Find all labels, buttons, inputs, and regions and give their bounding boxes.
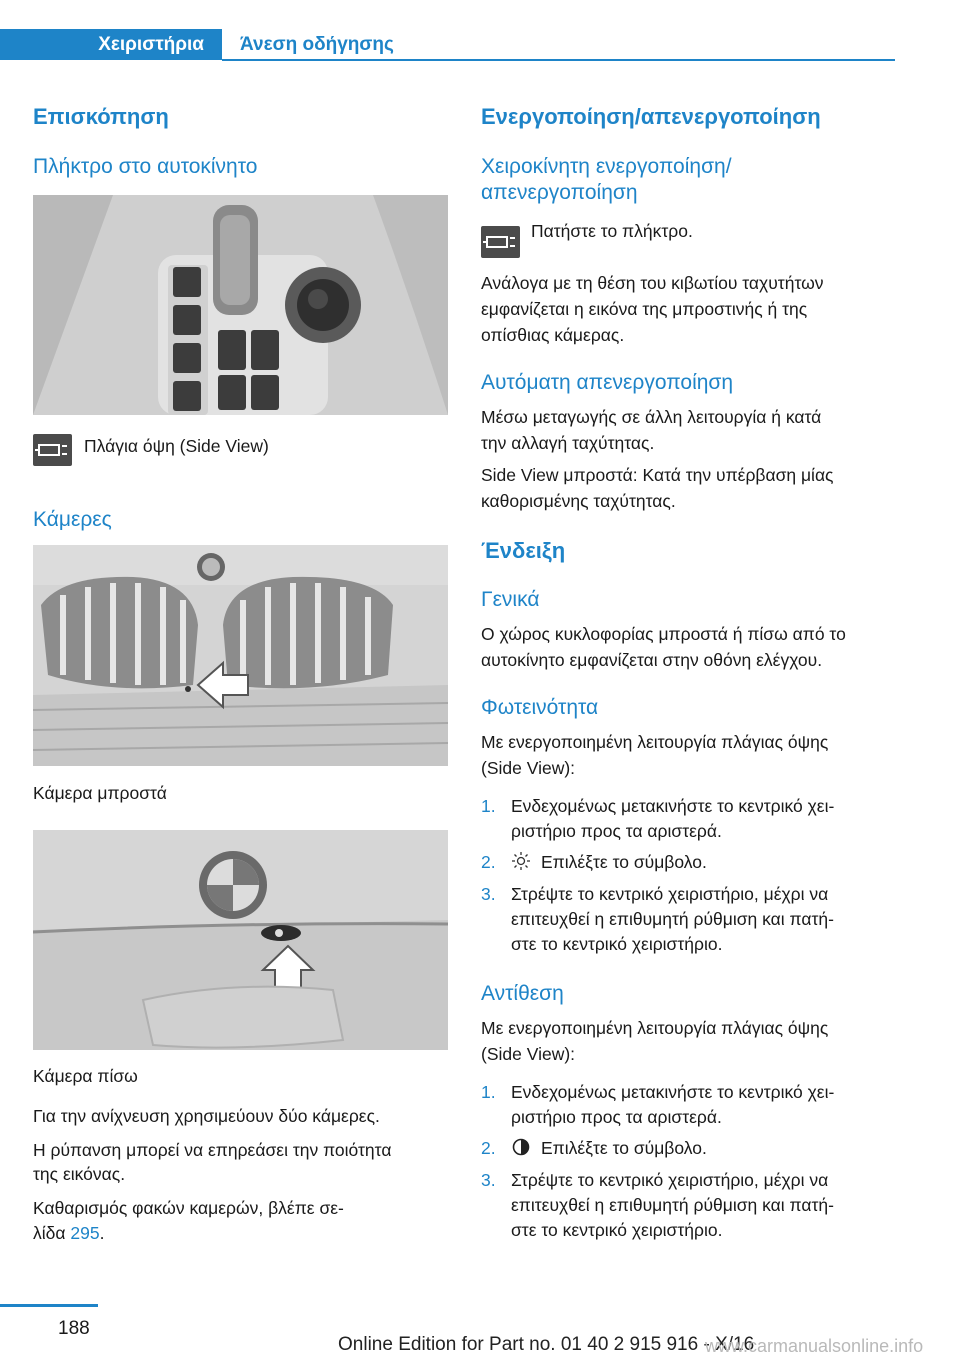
list-number: 2. xyxy=(481,1138,496,1158)
list-item xyxy=(481,850,707,875)
heading-general: Γενικά xyxy=(481,588,540,611)
list-item xyxy=(481,1136,707,1161)
paragraph-soiling-2: της εικόνας. xyxy=(33,1164,126,1184)
heading-button-in-car: Πλήκτρο στο αυτοκίνητο xyxy=(33,155,258,178)
page-header xyxy=(0,29,895,63)
heading-contrast: Αντίθεση xyxy=(481,982,564,1005)
brightness-icon xyxy=(511,850,541,875)
list-item xyxy=(481,882,828,907)
heading-manual-1: Χειροκίνητη ενεργοποίηση/ xyxy=(481,155,732,178)
list-item xyxy=(481,1080,834,1105)
side-view-button-icon xyxy=(33,434,72,466)
tab-driving-comfort[interactable]: Άνεση οδήγησης xyxy=(240,34,394,55)
list-text: Ενδεχομένως μετακινήστε το κεντρικό χει- xyxy=(511,1082,835,1102)
rear-camera-photo xyxy=(33,830,448,1050)
header-rule xyxy=(222,59,895,61)
paragraph-two-cameras: Για την ανίχνευση χρησιμεύουν δύο κάμερες. xyxy=(33,1106,380,1126)
list-number: 3. xyxy=(481,884,496,904)
tab-controls[interactable]: Χειριστήρια xyxy=(0,29,222,60)
paragraph-cleaning-1: Καθαρισμός φακών καμερών, βλέπε σε- xyxy=(33,1198,344,1218)
gear-text-1: Ανάλογα με τη θέση του κιβωτίου ταχυτήτων xyxy=(481,273,824,293)
gear-text-2: εμφανίζεται η εικόνα της μπροστινής ή της xyxy=(481,299,808,319)
general-text-2: αυτοκίνητο εμφανίζεται στην οθόνη ελέγχου. xyxy=(481,650,823,670)
general-text-1: Ο χώρος κυκλοφορίας μπροστά ή πίσω από το xyxy=(481,624,846,644)
list-item-cont: ριστήριο προς τα αριστερά. xyxy=(511,1107,722,1127)
list-text: Στρέψτε το κεντρικό χειριστήριο, μέχρι να xyxy=(511,884,829,904)
brightness-text-2: (Side View): xyxy=(481,758,576,778)
heading-activation: Ενεργοποίηση/απενεργοποίηση xyxy=(481,104,821,129)
footer-rule xyxy=(0,1304,98,1307)
front-camera-photo xyxy=(33,545,448,766)
list-item xyxy=(481,794,834,819)
page-link-295[interactable]: 295 xyxy=(70,1223,100,1243)
paragraph-soiling-1: Η ρύπανση μπορεί να επηρεάσει την ποιότητα xyxy=(33,1140,392,1160)
list-item-cont: στε το κεντρικό χειριστήριο. xyxy=(511,1220,723,1240)
auto-text-4: καθορισμένης ταχύτητας. xyxy=(481,491,676,511)
caption-rear-camera: Κάμερα πίσω xyxy=(33,1066,138,1086)
heading-manual-2: απενεργοποίηση xyxy=(481,181,638,204)
list-text: Επιλέξτε το σύμβολο. xyxy=(541,852,707,872)
contrast-text-2: (Side View): xyxy=(481,1044,576,1064)
side-view-button-icon-2 xyxy=(481,226,520,258)
console-photo xyxy=(33,195,448,415)
auto-text-2: την αλλαγή ταχύτητας. xyxy=(481,433,655,453)
side-view-label: Πλάγια όψη (Side View) xyxy=(84,436,269,456)
heading-overview: Επισκόπηση xyxy=(33,104,169,129)
paragraph-cleaning-2 xyxy=(33,1221,104,1246)
heading-cameras: Κάμερες xyxy=(33,508,112,531)
auto-text-3: Side View μπροστά: Κατά την υπέρβαση μίας xyxy=(481,465,834,485)
list-text: Ενδεχομένως μετακινήστε το κεντρικό χει- xyxy=(511,796,835,816)
contrast-icon xyxy=(511,1136,541,1161)
list-item-cont: επιτευχθεί η επιθυμητή ρύθμιση και πατή- xyxy=(511,909,834,929)
list-number: 2. xyxy=(481,852,496,872)
cleaning-text: λίδα xyxy=(33,1223,71,1243)
list-number: 1. xyxy=(481,796,496,816)
list-item xyxy=(481,1168,828,1193)
press-button-text: Πατήστε το πλήκτρο. xyxy=(531,221,693,241)
auto-text-1: Μέσω μεταγωγής σε άλλη λειτουργία ή κατά xyxy=(481,407,822,427)
watermark: www.carmanualsonline.info xyxy=(705,1336,924,1356)
heading-auto-deactivation: Αυτόματη απενεργοποίηση xyxy=(481,371,734,394)
list-number: 3. xyxy=(481,1170,496,1190)
list-item-cont: στε το κεντρικό χειριστήριο. xyxy=(511,934,723,954)
list-text: Επιλέξτε το σύμβολο. xyxy=(541,1138,707,1158)
list-item-cont: ριστήριο προς τα αριστερά. xyxy=(511,821,722,841)
cleaning-end: . xyxy=(99,1223,105,1243)
heading-brightness: Φωτεινότητα xyxy=(481,696,599,719)
page-number: 188 xyxy=(58,1318,90,1339)
contrast-text-1: Με ενεργοποιημένη λειτουργία πλάγιας όψης xyxy=(481,1018,829,1038)
list-item-cont: επιτευχθεί η επιθυμητή ρύθμιση και πατή- xyxy=(511,1195,834,1215)
list-number: 1. xyxy=(481,1082,496,1102)
gear-text-3: οπίσθιας κάμερας. xyxy=(481,325,625,345)
caption-front-camera: Κάμερα μπροστά xyxy=(33,783,167,803)
list-text: Στρέψτε το κεντρικό χειριστήριο, μέχρι να xyxy=(511,1170,829,1190)
heading-display: Ένδειξη xyxy=(481,538,566,563)
edition-text: Online Edition for Part no. 01 40 2 915 916 - X/16 xyxy=(338,1334,755,1355)
brightness-text-1: Με ενεργοποιημένη λειτουργία πλάγιας όψης xyxy=(481,732,829,752)
